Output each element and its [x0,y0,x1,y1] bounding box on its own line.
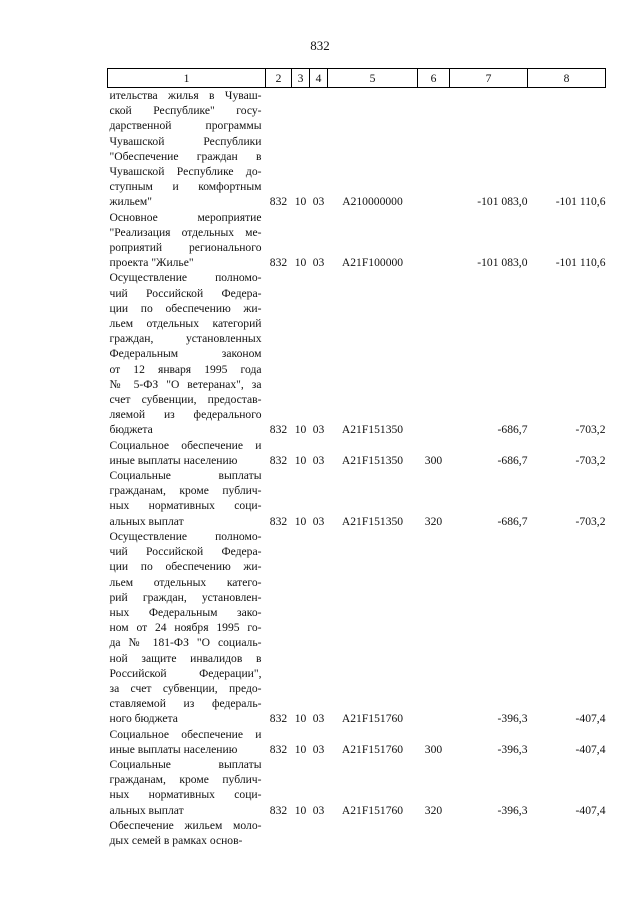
col-header-ministry: 2 [266,69,292,88]
row-ministry: 832 [269,256,288,270]
row-name-line: ного бюджета [109,712,178,726]
table-row [108,438,606,468]
row-section: 10 [294,256,307,270]
row-name-line: ных Федеральным зако- [109,605,262,619]
row-name-line: ляемой из федерального [109,408,262,422]
row-name-line: Осуществление полномо- [109,529,262,543]
row-amount-year2: -703,2 [575,423,606,437]
row-amount-year2: -703,2 [575,514,606,528]
row-name-line: ной защите инвалидов в [109,651,262,665]
row-expense-type [418,529,450,727]
row-name-line: Осуществление полномо- [109,271,262,285]
row-name-line: Социальное обеспечение и [109,727,262,741]
row-expense-type [418,270,450,437]
row-name-line: роприятий регионального [109,241,262,255]
row-name-line: чий Российской Федера- [109,286,262,300]
row-name [108,270,266,437]
row-name-line: Основное мероприятие [109,210,262,224]
row-subsection: 03 [312,256,325,270]
row-amount-year1: -686,7 [497,514,528,528]
row-name-line: иные выплаты населению [109,453,238,467]
row-section: 10 [294,803,307,817]
row-amount-year2 [528,818,606,848]
row-name-line: Социальное обеспечение и [109,438,262,452]
row-name-line: дарственной программы [109,119,262,133]
row-amount-year1: -686,7 [497,453,528,467]
budget-table [107,68,606,848]
row-subsection [310,818,328,848]
row-name-line: ных нормативных соци- [109,499,262,513]
row-expense-type: 320 [424,803,443,817]
row-name-line: граждан, установленных [109,332,262,346]
row-name-line: Обеспечение жильем моло- [109,818,262,832]
row-name-line: рий граждан, установлен- [109,590,262,604]
row-name-line: иные выплаты населению [109,742,238,756]
table-row [108,210,606,271]
row-name-line: дых семей в рамках основ- [109,833,243,847]
row-section: 10 [294,514,307,528]
row-name-line: ставляемой из федераль- [109,697,262,711]
col-header-year2: 8 [528,69,606,88]
col-header-name: 1 [108,69,266,88]
row-section [292,818,310,848]
row-ministry: 832 [269,803,288,817]
row-amount-year2: -407,4 [575,742,606,756]
row-amount-year1: -396,3 [497,803,528,817]
row-subsection: 03 [312,742,325,756]
row-expense-type [418,818,450,848]
row-name-line: жильем" [109,195,153,209]
row-amount-year1: -396,3 [497,742,528,756]
row-name [108,210,266,271]
row-expense-type [418,210,450,271]
row-subsection: 03 [312,453,325,467]
row-name-line: счет субвенции, предостав- [109,393,262,407]
row-amount-year2: -101 110,6 [555,195,606,209]
col-header-section: 3 [292,69,310,88]
row-amount-year2: -407,4 [575,712,606,726]
header-row [108,69,606,88]
row-name [108,88,266,210]
table-row [108,88,606,210]
row-name-line: ской Республике" госу- [109,104,262,118]
row-expense-type: 300 [424,742,443,756]
row-name [108,438,266,468]
row-name-line: альных выплат [109,803,184,817]
col-header-expense-type: 6 [418,69,450,88]
row-name-line: альных выплат [109,514,184,528]
row-name-line: Чувашской Республике до- [109,165,262,179]
row-section: 10 [294,423,307,437]
row-expense-type: 300 [424,453,443,467]
row-ministry: 832 [269,712,288,726]
row-subsection: 03 [312,803,325,817]
row-amount-year1: -101 083,0 [477,256,528,270]
row-name [108,529,266,727]
row-name-line: за счет субвенции, предо- [109,681,262,695]
row-name-line: Социальные выплаты [109,469,262,483]
row-name [108,727,266,757]
row-name [108,757,266,818]
row-target-code [328,818,418,848]
row-expense-type [418,88,450,210]
row-amount-year2: -101 110,6 [555,256,606,270]
row-ministry [266,818,292,848]
row-section: 10 [294,453,307,467]
row-target-code: А21F151350 [341,453,404,467]
row-subsection: 03 [312,195,325,209]
row-name-line: Социальные выплаты [109,757,262,771]
row-subsection: 03 [312,423,325,437]
row-name-line: Российской Федерации", [109,666,262,680]
row-name-line: проекта "Жилье" [109,256,194,270]
table-row [108,818,606,848]
col-header-subsection: 4 [310,69,328,88]
row-target-code: А21F151760 [341,742,404,756]
row-ministry: 832 [269,514,288,528]
row-ministry: 832 [269,195,288,209]
col-header-target: 5 [328,69,418,88]
col-header-year1: 7 [450,69,528,88]
row-name [108,468,266,529]
row-target-code: А210000000 [342,195,403,209]
row-name-line: бюджета [109,423,153,437]
row-name-line: ных нормативных соци- [109,788,262,802]
row-target-code: А21F100000 [341,256,404,270]
row-name-line: чий Российской Федера- [109,545,262,559]
row-name-line: льем отдельных катего- [109,575,262,589]
row-name-line: да № 181-ФЗ "О социаль- [109,636,262,650]
row-section: 10 [294,742,307,756]
row-name-line: льем отдельных категорий [109,317,262,331]
table-row [108,529,606,727]
row-amount-year2: -703,2 [575,453,606,467]
row-target-code: А21F151350 [341,514,404,528]
row-ministry: 832 [269,742,288,756]
row-target-code: А21F151760 [341,803,404,817]
row-expense-type: 320 [424,514,443,528]
row-amount-year1: -101 083,0 [477,195,528,209]
row-ministry: 832 [269,423,288,437]
row-name-line: "Реализация отдельных ме- [109,225,262,239]
row-target-code: А21F151760 [341,712,404,726]
page-number: 832 [310,38,330,53]
row-amount-year1 [450,818,528,848]
row-section: 10 [294,195,307,209]
row-target-code: А21F151350 [341,423,404,437]
row-amount-year2: -407,4 [575,803,606,817]
row-name-line: ции по обеспечению жи- [109,301,262,315]
row-amount-year1: -686,7 [497,423,528,437]
row-name-line: ительства жилья в Чуваш- [109,89,262,102]
table-row [108,468,606,529]
row-name-line: гражданам, кроме публич- [109,773,262,787]
row-amount-year1: -396,3 [497,712,528,726]
row-name [108,818,266,848]
row-name-line: Чувашской Республики [109,134,262,148]
row-ministry: 832 [269,453,288,467]
row-name-line: ции по обеспечению жи- [109,560,262,574]
row-name-line: № 5-ФЗ "О ветеранах", за [109,377,262,391]
row-subsection: 03 [312,712,325,726]
row-name-line: "Обеспечение граждан в [109,149,262,163]
row-name-line: Федеральным законом [109,347,262,361]
row-name-line: ном от 24 ноября 1995 го- [109,621,262,635]
row-subsection: 03 [312,514,325,528]
row-name-line: ступным и комфортным [109,180,262,194]
table-row [108,727,606,757]
table-row [108,757,606,818]
row-name-line: от 12 января 1995 года [109,362,262,376]
row-name-line: гражданам, кроме публич- [109,484,262,498]
row-section: 10 [294,712,307,726]
table-row [108,270,606,437]
